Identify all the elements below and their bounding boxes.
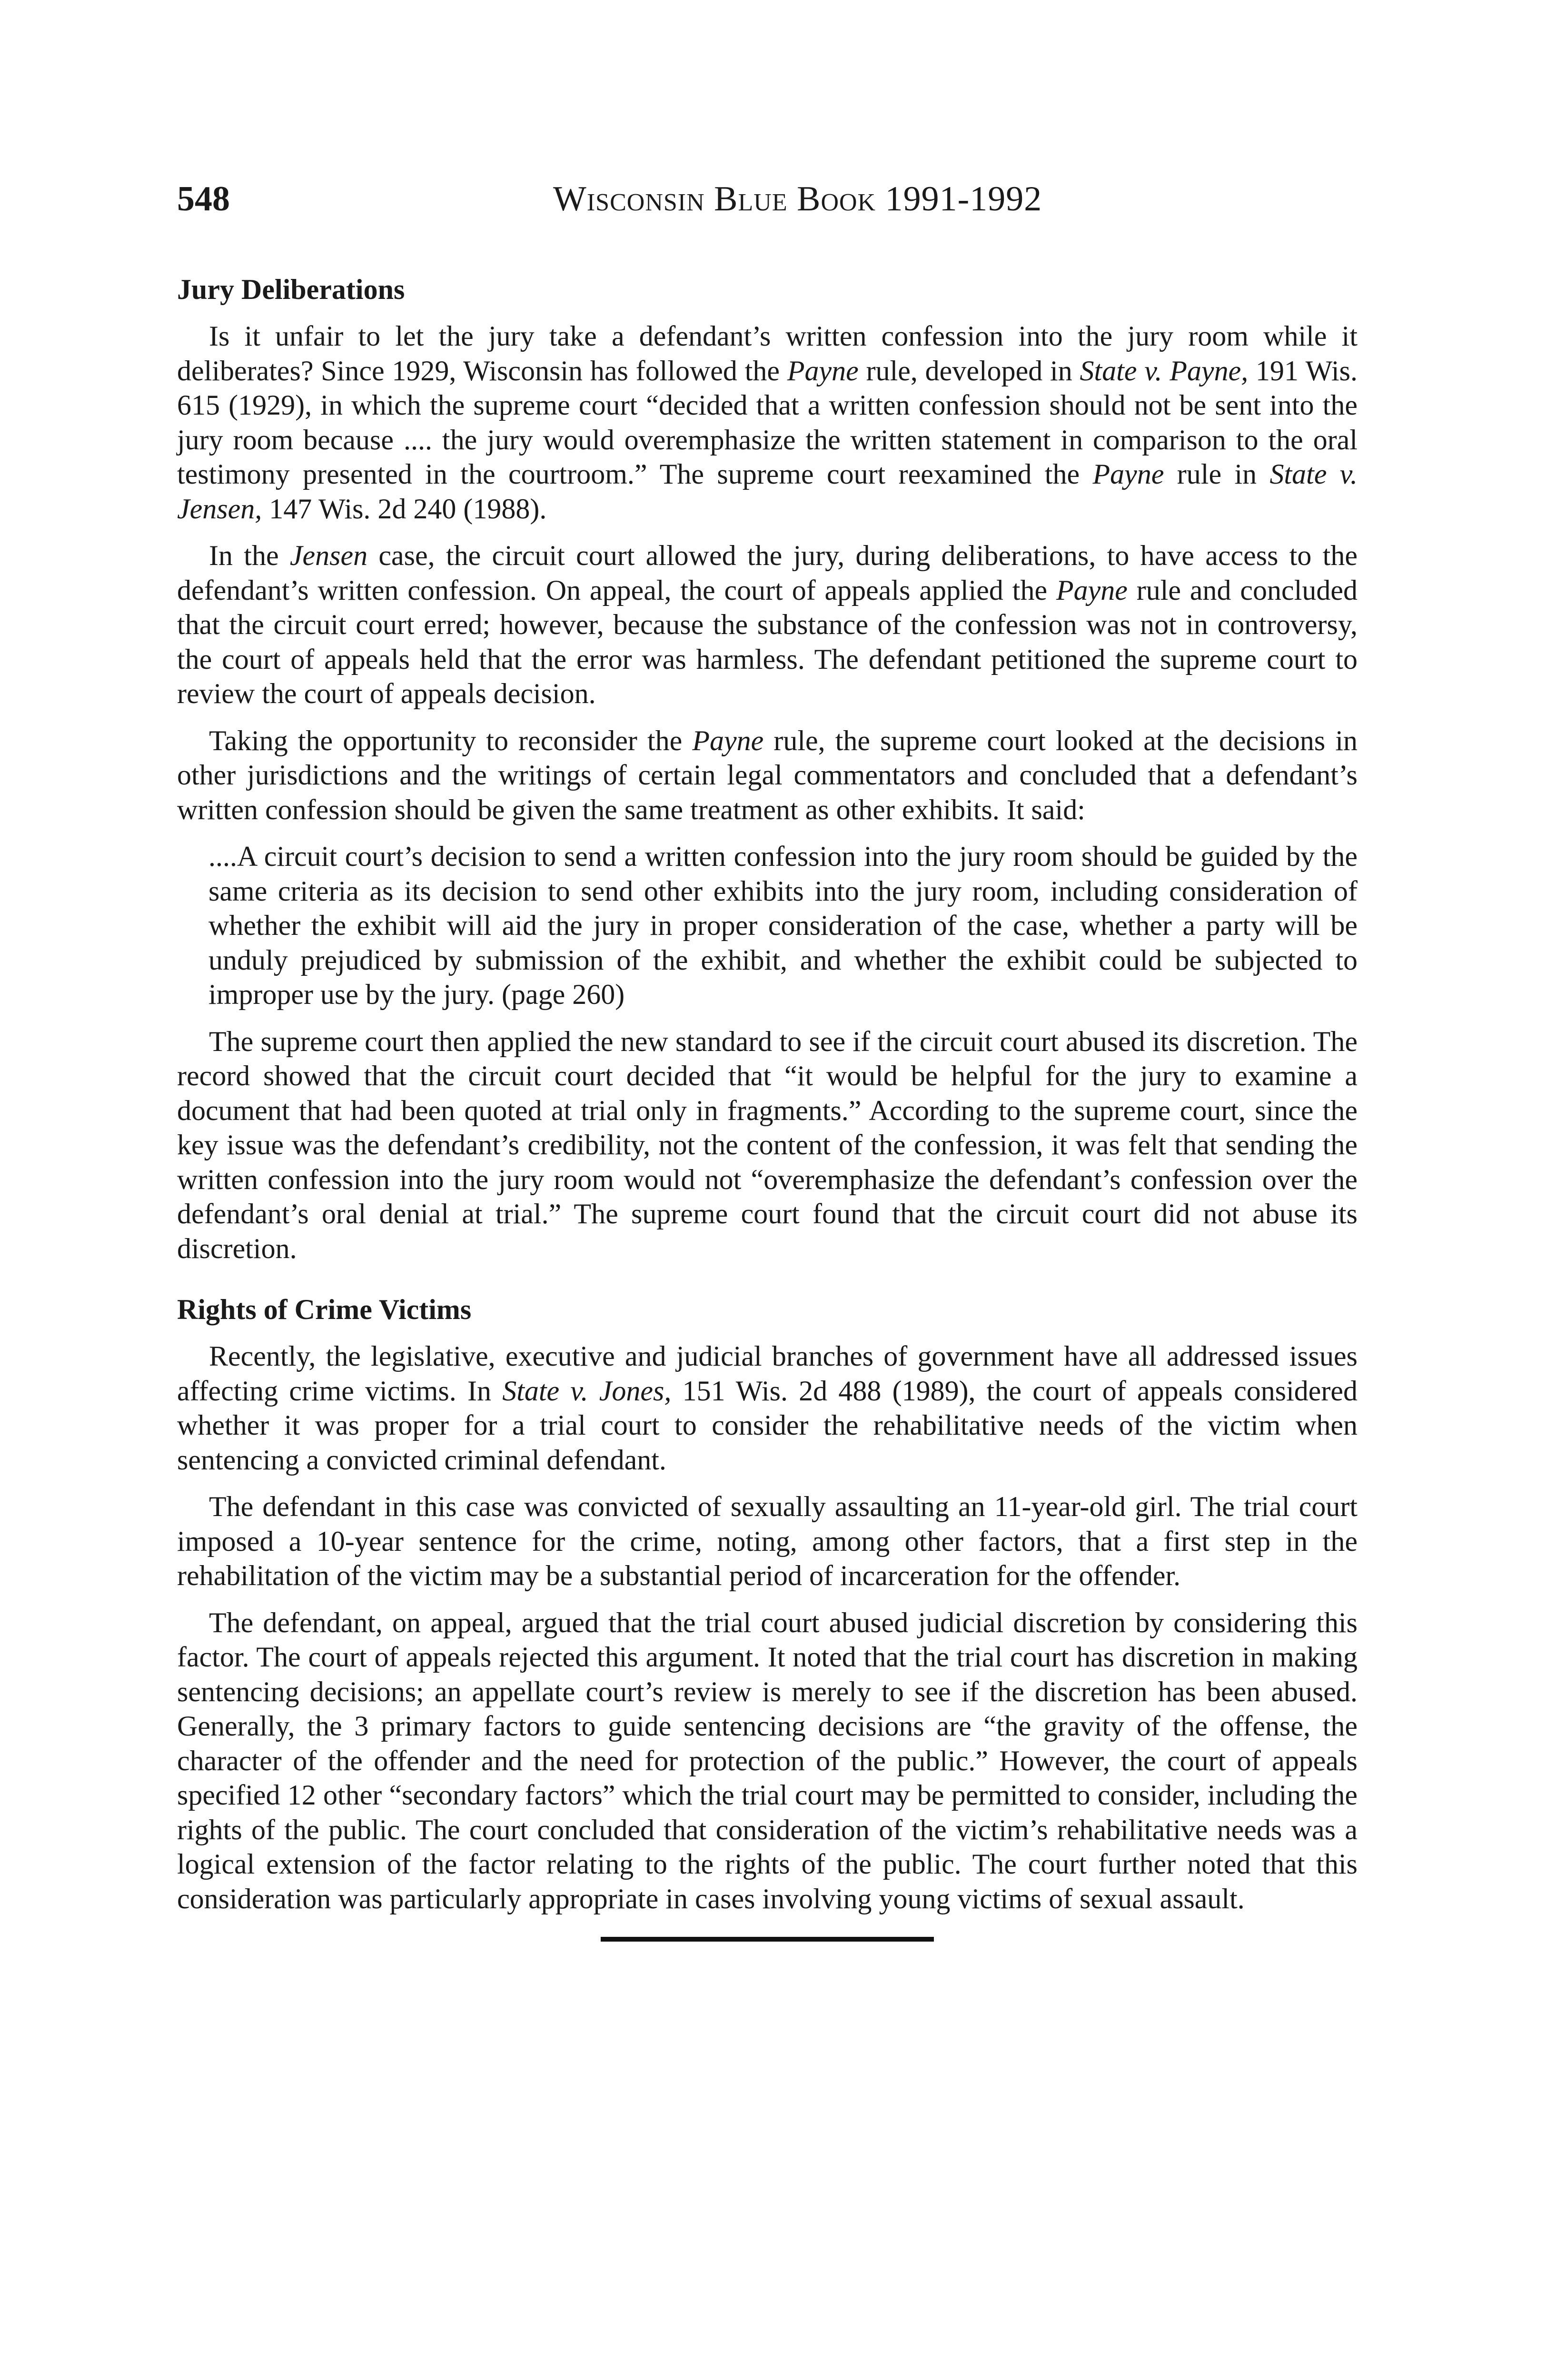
text-run: case, the circuit court allowed the jury, during deliberations, to have access to the defendant’s written confession. On appeal, the court of appeals applied the <box>177 540 1358 606</box>
article-body <box>177 272 1358 1942</box>
paragraph-victims-1 <box>177 1339 1358 1477</box>
case-name: Jensen <box>289 540 368 571</box>
end-of-article-rule <box>601 1937 934 1942</box>
text-run: Taking the opportunity to reconsider the <box>209 724 693 756</box>
case-name: Payne <box>1092 458 1164 490</box>
paragraph-jury-4: The supreme court then applied the new standard to see if the circuit court abused its discretion. The record showed that the circuit court decided that “it would be helpful for the jury to examine a document that had been quoted at trial only in fragments.” According to the supreme court, since the key issue was the defendant’s credibility, not the content of the confession, it was felt that sending the written confession into the jury room would not “overemphasize the defendant’s confession over the defendant’s oral denial at trial.” The supreme court found that the circuit court did not abuse its discretion. <box>177 1025 1358 1264</box>
text-run: 147 Wis. 2d 240 (1988). <box>262 493 547 525</box>
text-run: 151 Wis. 2d 488 (1989), the court of appeals considered whether it was proper for a trial court to consider the rehabilitative needs of the victim when sentencing a convicted criminal defendant. <box>177 1375 1358 1476</box>
paragraph-victims-2: The defendant in this case was convicted of sexually assaulting an 11-year-old girl. The trial court imposed a 10-year sentence for the crime, noting, among other factors, that a first step in the rehabilitation of the victim may be a substantial period of incarceration for the offender. <box>177 1491 1358 1591</box>
book-title: Wisconsin Blue Book 1991-1992 <box>553 179 1042 218</box>
text-run: rule, developed in <box>858 355 1080 387</box>
block-quote: ....A circuit court’s decision to send a written confession into the jury room should be guided by the same criteria as its decision to send other exhibits into the jury room, including consideration of whether the exhibit will aid the jury in proper consideration of the case, whether a party will be unduly prejudiced by submission of the exhibit, and whether the exhibit could be subjected to improper use by the jury. (page 260) <box>208 841 1358 1010</box>
paragraph-jury-1 <box>177 319 1358 526</box>
paragraph-jury-3 <box>177 724 1358 827</box>
text-run: rule, the supreme court looked at the decisions in other jurisdictions and the writings of certain legal commentators and concluded that a defendant’s written confession should be given the same treatment as other exhibits. It said: <box>177 724 1358 825</box>
section-heading-jury-deliberations: Jury Deliberations <box>177 274 405 305</box>
paragraph-victims-3: The defendant, on appeal, argued that the trial court abused judicial discretion by considering this factor. The court of appeals rejected this argument. It noted that the trial court has discretion in making sentencing decisions; an appellate court’s review is merely to see if the discretion has been abused. Generally, the 3 primary factors to guide sentencing decisions are “the gravity of the offense, the character of the offender and the need for protection of the public.” However, the court of appeals specified 12 other “secondary factors” which the trial court may be permitted to consider, including the rights of the public. The court concluded that consideration of the victim’s rehabilitative needs was a logical extension of the factor relating to the rights of the public. The court further noted that this consideration was particularly appropriate in cases involving young victims of sexual assault. <box>177 1606 1358 1914</box>
page-number: 548 <box>177 179 230 218</box>
text-run: rule in <box>1164 458 1270 490</box>
case-citation: State v. Jensen, <box>177 458 1358 525</box>
text-run: Is it unfair to let the jury take a defendant’s written confession into the jury room while it deliberates? Since 1929, Wisconsin has followed the <box>177 320 1358 387</box>
text-run: rule and concluded that the circuit court erred; however, because the substance of the confession was not in controversy, the court of appeals held that the error was harmless. The defendant petitioned the supreme court to review the court of appeals decision. <box>177 574 1358 709</box>
text-run: In the <box>209 540 290 571</box>
text-run: 191 Wis. 615 (1929), in which the supreme court “decided that a written confession should not be sent into the jury room because .... the jury would overemphasize the written statement in comparison to the oral testimony presented in the courtroom.” The supreme court reexamined the <box>177 355 1358 490</box>
running-head <box>177 175 1358 223</box>
case-name: Payne <box>1056 574 1128 606</box>
section-heading-rights-of-crime-victims: Rights of Crime Victims <box>177 1294 472 1325</box>
case-name: Payne <box>787 355 859 387</box>
text-run: Recently, the legislative, executive and judicial branches of government have all addressed issues affecting crime victims. In <box>177 1340 1358 1407</box>
paragraph-jury-2 <box>177 538 1358 711</box>
case-name: Payne <box>692 724 764 756</box>
case-citation: State v. Jones, <box>502 1375 672 1407</box>
case-citation: State v. Payne, <box>1080 355 1249 387</box>
